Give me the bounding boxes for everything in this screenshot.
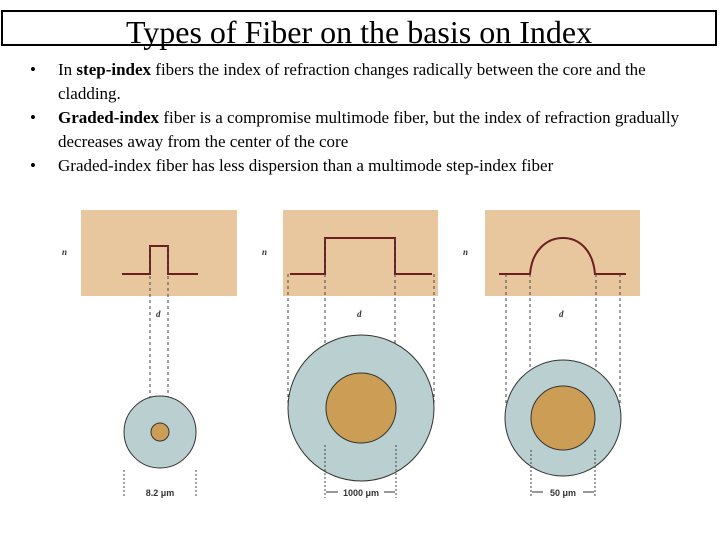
bullet-text-1c: fibers the index of refraction changes radically between the core and the cladding. <box>58 60 646 103</box>
bullet-text-1b: step-index <box>76 60 152 79</box>
n-axis-label: n <box>62 247 68 257</box>
dimension-label: 1000 μm <box>342 488 380 498</box>
d-axis-label: d <box>156 309 161 319</box>
dimension-label: 50 μm <box>549 488 577 498</box>
panel-multimode-graded <box>463 210 640 498</box>
panel-multimode-step <box>262 210 438 498</box>
index-profile-background <box>485 210 640 296</box>
n-axis-label: n <box>463 247 469 257</box>
bullet-text-2a: Graded-index <box>58 108 160 127</box>
d-axis-label: d <box>559 309 564 319</box>
bullet-text-3: Graded-index fiber has less dispersion than a multimode step-index fiber <box>58 156 554 175</box>
bullet-text-1a: In <box>58 60 77 79</box>
dimension-label: 8.2 μm <box>145 488 175 498</box>
bullet-text-2b: fiber is a compromise multimode fiber, but the index of refraction gradually decreases away from the center of the core <box>58 108 680 151</box>
d-axis-label: d <box>357 309 362 319</box>
n-axis-label: n <box>262 247 268 257</box>
fiber-core <box>531 386 595 450</box>
panel-singlemode-step <box>62 210 237 498</box>
index-profile-background <box>283 210 438 296</box>
bullet-glyph: • <box>30 156 36 175</box>
bullet-glyph: • <box>30 108 36 127</box>
fiber-core <box>326 373 396 443</box>
fiber-core <box>151 423 169 441</box>
bullet-glyph: • <box>30 60 36 79</box>
index-profile-background <box>81 210 237 296</box>
slide-title: Types of Fiber on the basis on Index <box>125 14 593 50</box>
